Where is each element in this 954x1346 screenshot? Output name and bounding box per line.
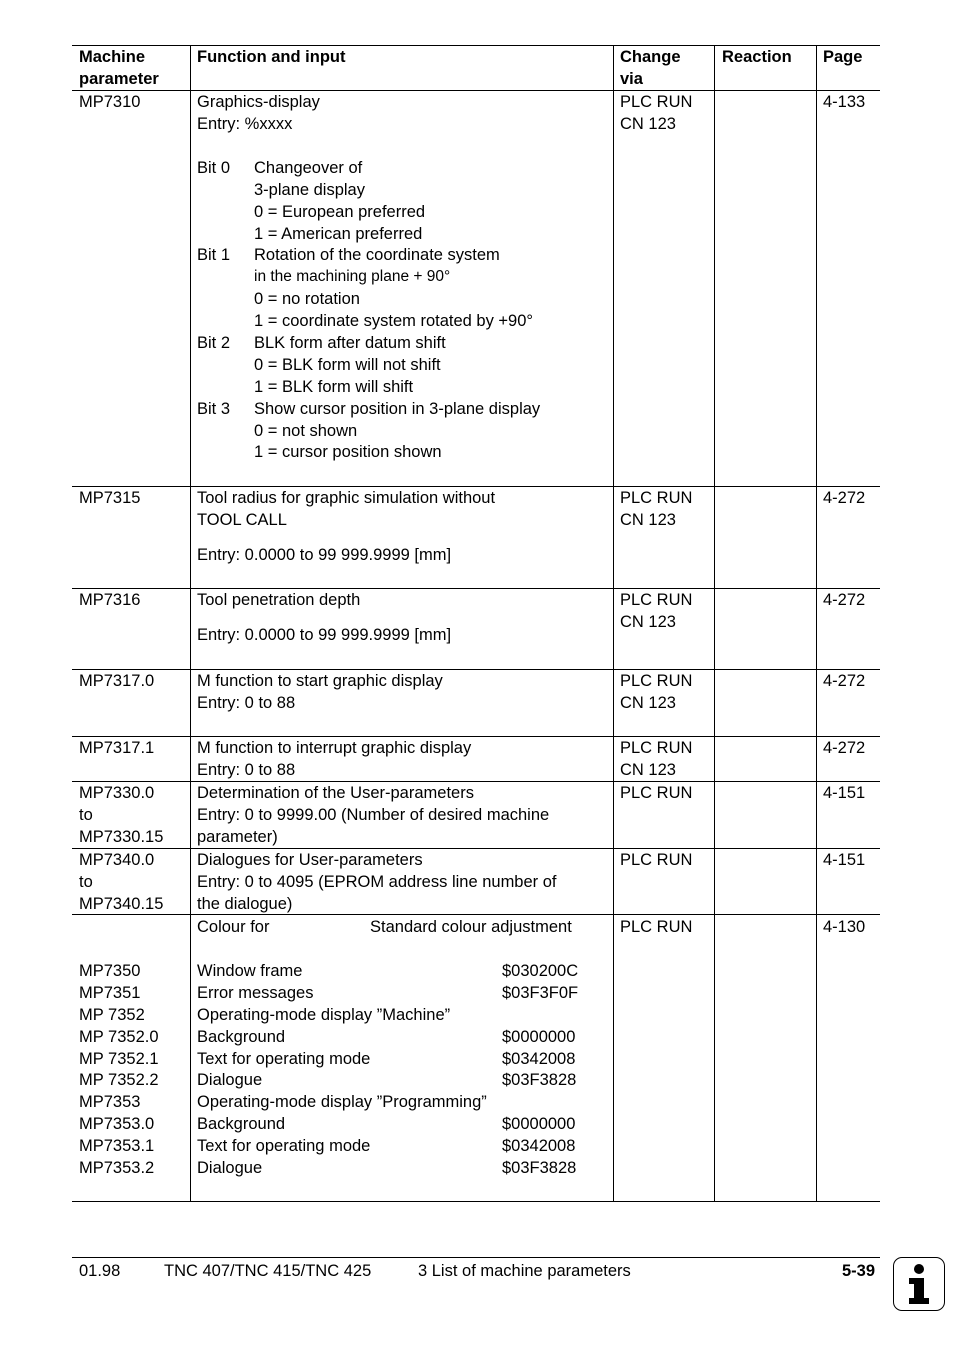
column-divider [190, 45, 191, 1202]
bit-line: 1 = American preferred [254, 225, 423, 243]
page-ref-cell: 4-130 [823, 918, 866, 936]
change-via-cell: CN 123 [620, 694, 676, 712]
bit-line: 3-plane display [254, 181, 365, 199]
bit-line: 1 = coordinate system rotated by +90° [254, 312, 534, 330]
bit-line: 1 = cursor position shown [254, 443, 442, 461]
row-divider [72, 588, 880, 589]
header-change-via: Change via [620, 48, 681, 88]
function-line: parameter) [197, 828, 278, 846]
bit-line: BLK form after datum shift [254, 334, 446, 352]
row-divider [72, 736, 880, 737]
change-via-cell: PLC RUN [620, 489, 693, 507]
bit-line: in the machining plane + 90° [254, 268, 451, 285]
page-ref-cell: 4-272 [823, 672, 866, 690]
colour-param: MP7351 [79, 984, 141, 1002]
change-via-cell: CN 123 [620, 761, 676, 779]
bit-line: Changeover of [254, 159, 363, 177]
param-cell: MP7330.15 [79, 828, 164, 846]
function-line: Tool radius for graphic simulation without [197, 489, 496, 507]
param-cell: MP7330.0 [79, 784, 155, 802]
param-cell: MP7340.0 [79, 851, 155, 869]
change-via-cell: PLC RUN [620, 93, 693, 111]
colour-label: Operating-mode display ”Programming” [197, 1093, 487, 1111]
param-cell: to [79, 806, 93, 824]
column-divider [613, 45, 614, 1202]
page-ref-cell: 4-272 [823, 591, 866, 609]
function-line: Determination of the User-parameters [197, 784, 474, 802]
param-cell: MP7340.15 [79, 895, 164, 913]
standard-colour-label: Standard colour adjustment [370, 918, 572, 936]
page-ref-cell: 4-272 [823, 489, 866, 507]
entry-range: Entry: 0.0000 to 99 999.9999 [mm] [197, 626, 452, 644]
colour-value: $03F3F0F [502, 984, 579, 1002]
colour-label: Dialogue [197, 1159, 263, 1177]
colour-value: $030200C [502, 962, 579, 980]
colour-label: Background [197, 1115, 286, 1133]
function-line: Tool penetration depth [197, 591, 361, 609]
bit-line: 0 = European preferred [254, 203, 426, 221]
bit-line: Show cursor position in 3-plane display [254, 400, 541, 418]
function-line: Entry: 0 to 88 [197, 761, 296, 779]
bit-line: Rotation of the coordinate system [254, 246, 500, 264]
colour-param: MP7353 [79, 1093, 141, 1111]
table-bottom-rule [72, 1201, 880, 1202]
row-divider [72, 669, 880, 670]
param-cell: MP7310 [79, 93, 141, 111]
colour-param: MP 7352 [79, 1006, 145, 1024]
row-divider [72, 781, 880, 782]
bit-line: 0 = not shown [254, 422, 358, 440]
entry-range: Entry: 0.0000 to 99 999.9999 [mm] [197, 546, 452, 564]
function-line: the dialogue) [197, 895, 293, 913]
header-function-and-input: Function and input [197, 48, 346, 66]
function-line: M function to interrupt graphic display [197, 739, 472, 757]
colour-label: Window frame [197, 962, 303, 980]
row-divider [72, 914, 880, 915]
colour-param: MP 7352.0 [79, 1028, 159, 1046]
colour-param: MP 7352.2 [79, 1071, 159, 1089]
bit-line: 0 = no rotation [254, 290, 360, 308]
function-line: Entry: 0 to 9999.00 (Number of desired machine [197, 806, 550, 824]
function-line: M function to start graphic display [197, 672, 443, 690]
change-via-cell: PLC RUN [620, 591, 693, 609]
row-divider [72, 848, 880, 849]
colour-label: Dialogue [197, 1071, 263, 1089]
bit-label: Bit 1 [197, 246, 231, 264]
header-bottom-rule [72, 90, 880, 91]
page-ref-cell: 4-151 [823, 784, 866, 802]
info-icon[interactable] [893, 1257, 945, 1311]
footer-section: 3 List of machine parameters [418, 1262, 631, 1280]
header-reaction: Reaction [722, 48, 792, 66]
change-via-cell: PLC RUN [620, 739, 693, 757]
colour-value: $0000000 [502, 1115, 576, 1133]
bit-label: Bit 2 [197, 334, 231, 352]
change-via-cell: PLC RUN [620, 672, 693, 690]
colour-param: MP7353.0 [79, 1115, 155, 1133]
footer-date: 01.98 [79, 1262, 121, 1280]
bit-line: 1 = BLK form will shift [254, 378, 414, 396]
function-line: Dialogues for User-parameters [197, 851, 423, 869]
change-via-cell: CN 123 [620, 613, 676, 631]
function-line: Graphics-display [197, 93, 320, 111]
colour-label: Text for operating mode [197, 1137, 371, 1155]
header-machine-parameter: Machine parameter [79, 48, 159, 88]
change-via-cell: CN 123 [620, 511, 676, 529]
colour-label: Error messages [197, 984, 314, 1002]
change-via-cell: PLC RUN [620, 851, 693, 869]
change-via-cell: CN 123 [620, 115, 676, 133]
bit-line: 0 = BLK form will not shift [254, 356, 441, 374]
colour-label: Operating-mode display ”Machine” [197, 1006, 451, 1024]
colour-param: MP 7352.1 [79, 1050, 159, 1068]
colour-value: $0000000 [502, 1028, 576, 1046]
param-cell: MP7317.1 [79, 739, 155, 757]
footer-models: TNC 407/TNC 415/TNC 425 [164, 1262, 372, 1280]
header-page: Page [823, 48, 863, 66]
function-line: Entry: 0 to 88 [197, 694, 296, 712]
colour-value: $03F3828 [502, 1159, 577, 1177]
info-glyph [894, 1258, 944, 1310]
param-cell: MP7316 [79, 591, 141, 609]
colour-value: $03F3828 [502, 1071, 577, 1089]
page-ref-cell: 4-272 [823, 739, 866, 757]
function-line: TOOL CALL [197, 511, 287, 529]
param-cell: MP7315 [79, 489, 141, 507]
colour-param: MP7353.2 [79, 1159, 155, 1177]
footer-page-number: 5-39 [842, 1262, 876, 1280]
param-cell: to [79, 873, 93, 891]
column-divider [816, 45, 817, 1202]
colour-value: $0342008 [502, 1050, 576, 1068]
change-via-cell: PLC RUN [620, 784, 693, 802]
colour-label: Text for operating mode [197, 1050, 371, 1068]
function-line: Entry: %xxxx [197, 115, 293, 133]
function-line: Entry: 0 to 4095 (EPROM address line number of [197, 873, 557, 891]
colour-for-label: Colour for [197, 918, 270, 936]
page-ref-cell: 4-151 [823, 851, 866, 869]
colour-param: MP7353.1 [79, 1137, 155, 1155]
colour-value: $0342008 [502, 1137, 576, 1155]
column-divider [714, 45, 715, 1202]
colour-label: Background [197, 1028, 286, 1046]
param-cell: MP7317.0 [79, 672, 155, 690]
page-ref-cell: 4-133 [823, 93, 866, 111]
footer-rule [72, 1257, 880, 1258]
bit-label: Bit 0 [197, 159, 231, 177]
bit-label: Bit 3 [197, 400, 231, 418]
change-via-cell: PLC RUN [620, 918, 693, 936]
colour-param: MP7350 [79, 962, 141, 980]
